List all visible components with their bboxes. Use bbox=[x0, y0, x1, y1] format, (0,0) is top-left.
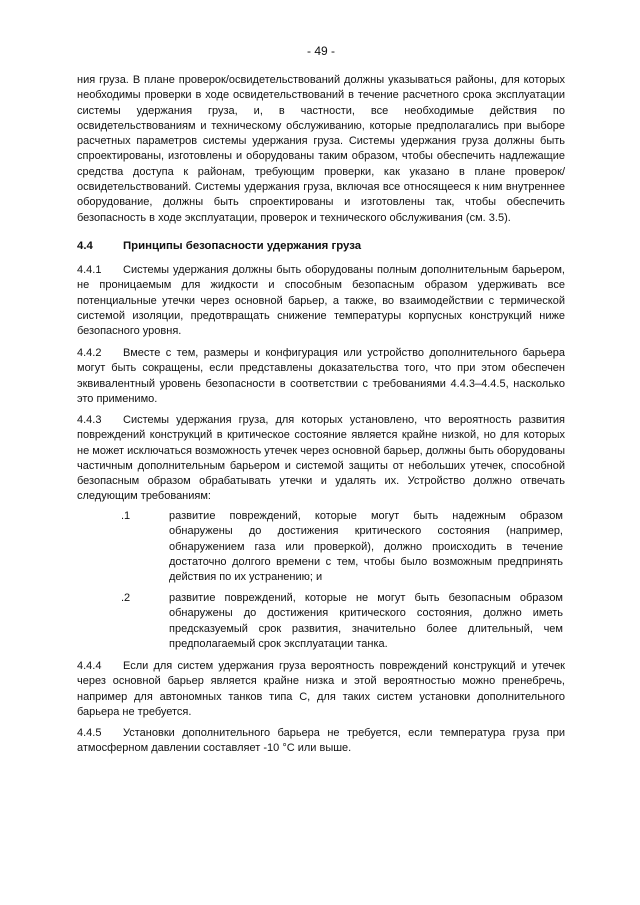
clause-number: 4.4.3 bbox=[77, 414, 102, 426]
clause-4-4-5 bbox=[77, 726, 565, 757]
clause-4-4-4 bbox=[77, 659, 565, 720]
clause-4-4-1 bbox=[77, 263, 565, 339]
clause-number: 4.4.4 bbox=[77, 660, 102, 672]
clause-4-4-3 bbox=[77, 413, 565, 505]
section-number: 4.4 bbox=[77, 240, 93, 252]
clause-number: 4.4.1 bbox=[77, 264, 102, 276]
list-marker: .2 bbox=[121, 592, 131, 604]
clause-text: Вместе с тем, размеры и конфигурация или устройство дополнительного барьера могут быть сокращены, если представлены доказательства того, что при этом обеспечен эквивалентный уровень безопасности в соответствии с требованиями 4.4.3–4.4.5, насколько это применимо. bbox=[77, 347, 565, 405]
list-marker: .1 bbox=[121, 510, 131, 522]
clause-text: Установки дополнительного барьера не требуется, если температура груза при атмосферном давлении составляет -10 °C или выше. bbox=[77, 727, 565, 755]
list-text: развитие повреждений, которые могут быть надежным образом обнаружены до достижения критического состояния (например, обнаружением газа или проверкой), должно происходить в течение достаточно долгого времени с тем, чтобы было возможным предпринять действия по их устранению; и bbox=[169, 510, 563, 584]
intro-paragraph: ния груза. В плане проверок/освидетельствований должны указываться районы, для которых необходимы проверки в ходе освидетельствований в течение расчетного срока эксплуатации системы удержания груза, и, в частности, все необходимые действия по освидетельствованиям и техническому обслуживанию, которые предполагались при выборе расчетных параметров системы удержания груза. Системы удержания груза должны быть спроектированы, изготовлены и оборудованы таким образом, чтобы обеспечить надлежащие средства доступа к районам, требующим проверки, как указано в плане проверок/освидетельствований. Системы удержания груза, включая все относящееся к ним внутреннее оборудование, должны быть спроектированы и изготовлены так, чтобы обеспечить безопасность в ходе эксплуатации, проверок и технического обслуживания (см. 3.5). bbox=[77, 74, 565, 224]
clause-4-4-2 bbox=[77, 346, 565, 407]
clause-text: Если для систем удержания груза вероятность повреждений конструкций и утечек через основной барьер является крайне низка и этой вероятностью можно пренебречь, например для автономных танков типа C, для таких систем установки дополнительного барьера не требуется. bbox=[77, 660, 565, 718]
section-heading bbox=[77, 240, 565, 252]
clause-number: 4.4.2 bbox=[77, 347, 102, 359]
clause-number: 4.4.5 bbox=[77, 727, 102, 739]
section-title: Принципы безопасности удержания груза bbox=[123, 240, 362, 252]
clause-text: Системы удержания должны быть оборудованы полным дополнительным барьером, не проницаемым для жидкости и способным безопасным образом удерживать все потенциальные утечки через основной барьер, а также, во взаимодействии с термической системой изоляции, предотвращать снижение температуры корпусных конструкций ниже безопасного уровня. bbox=[77, 264, 565, 338]
page-number: - 49 - bbox=[306, 44, 335, 58]
clause-text: Системы удержания груза, для которых установлено, что вероятность развития повреждений конструкций в критическое состояние является крайне низкой, но для которых не может исключаться возможность утечек через основной барьер, должны быть оборудованы частичным дополнительным барьером и системой защиты от небольших утечек, способной безопасным образом обрабатывать утечки и удалять их. Устройство должно отвечать следующим требованиям: bbox=[77, 414, 565, 503]
list-text: развитие повреждений, которые не могут быть безопасным образом обнаружены до достижения критического состояния, должно иметь предсказуемый срок развития, значительно более длительный, чем предполагаемый срок эксплуатации танка. bbox=[169, 592, 563, 650]
